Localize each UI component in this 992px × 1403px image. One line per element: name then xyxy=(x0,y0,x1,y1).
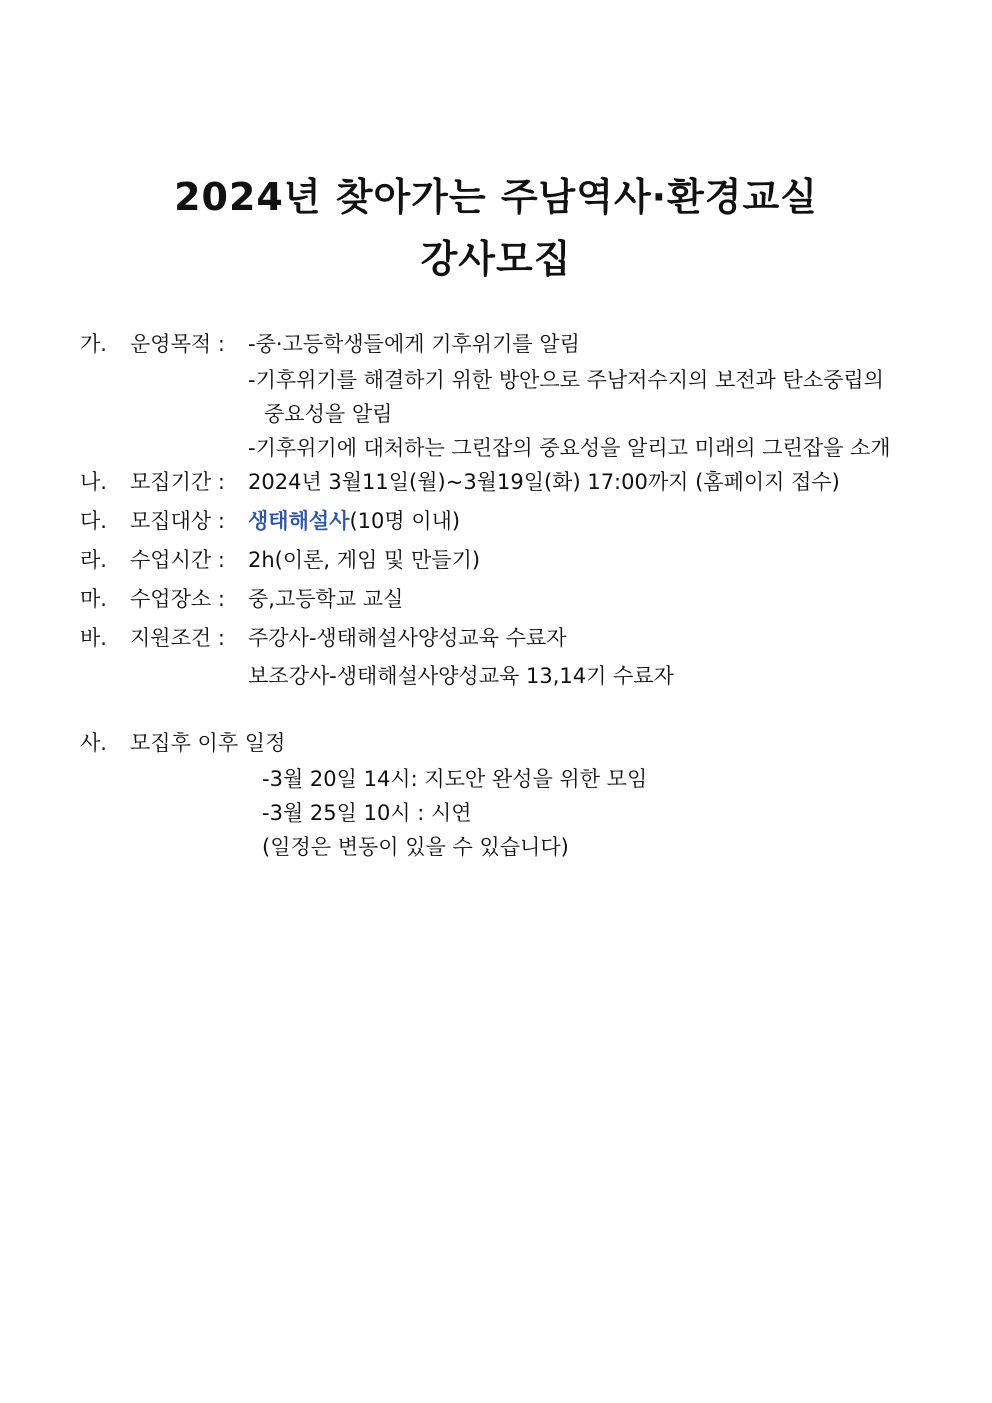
item-marker-ba: 바. xyxy=(80,626,107,650)
requirement-main-instructor: 주강사-생태해설사양성교육 수료자 xyxy=(248,626,567,650)
item-label-purpose: 운영목적 : xyxy=(130,332,225,356)
item-marker-sa: 사. xyxy=(80,731,107,755)
item-label-class-place: 수업장소 : xyxy=(130,587,225,611)
schedule-note: (일정은 변동이 있을 수 있습니다) xyxy=(262,835,569,859)
recruitment-period: 2024년 3월11일(월)~3월19일(화) 17:00까지 (홈페이지 접수) xyxy=(248,470,840,494)
item-marker-na: 나. xyxy=(80,470,107,494)
item-label-schedule: 모집후 이후 일정 xyxy=(130,731,286,755)
schedule-line-1: -3월 20일 14시: 지도안 완성을 위한 모임 xyxy=(262,767,648,791)
class-time: 2h(이론, 게임 및 만들기) xyxy=(248,548,481,572)
item-marker-ma: 마. xyxy=(80,587,107,611)
item-label-requirements: 지원조건 : xyxy=(130,626,225,650)
item-marker-da: 다. xyxy=(80,509,107,533)
item-marker-ra: 라. xyxy=(80,548,107,572)
purpose-line-2: -기후위기를 해결하기 위한 방안으로 주남저수지의 보전과 탄소중립의 xyxy=(248,368,884,392)
purpose-line-3: 중요성을 알림 xyxy=(264,402,393,426)
target-highlight: 생태해설사 xyxy=(248,509,350,533)
page-subtitle: 강사모집 xyxy=(420,237,572,281)
item-label-period: 모집기간 : xyxy=(130,470,225,494)
item-label-target: 모집대상 : xyxy=(130,509,225,533)
purpose-line-4: -기후위기에 대처하는 그린잡의 중요성을 알리고 미래의 그린잡을 소개 xyxy=(248,436,891,460)
target-count: (10명 이내) xyxy=(349,509,461,533)
purpose-line-1: -중·고등학생들에게 기후위기를 알림 xyxy=(248,332,580,356)
requirement-assistant-instructor: 보조강사-생태해설사양성교육 13,14기 수료자 xyxy=(248,664,674,688)
class-place: 중,고등학교 교실 xyxy=(248,587,404,611)
schedule-line-2: -3월 25일 10시 : 시연 xyxy=(262,801,472,825)
page-title: 2024년 찾아가는 주남역사·환경교실 xyxy=(174,175,818,219)
item-label-class-time: 수업시간 : xyxy=(130,548,225,572)
recruitment-target xyxy=(248,507,460,535)
item-marker-ga: 가. xyxy=(80,332,107,356)
